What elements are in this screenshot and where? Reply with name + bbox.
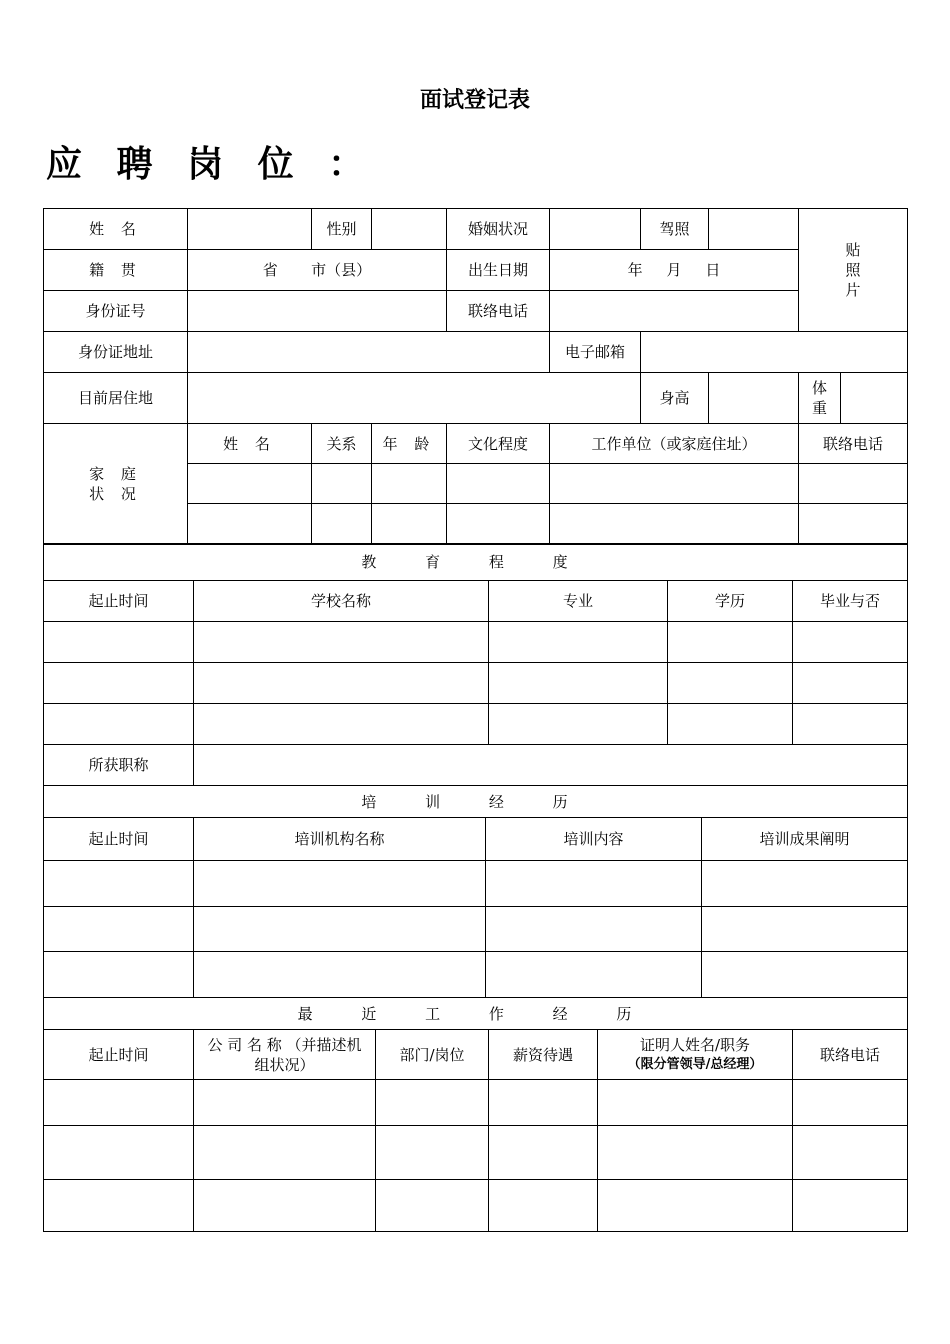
id-number-label: 身份证号 — [44, 291, 188, 332]
name-label: 姓 名 — [44, 209, 188, 250]
photo-char-1: 贴 — [845, 241, 861, 259]
training-section-title: 培 训 经 历 — [44, 786, 908, 818]
work-header-reference — [598, 1030, 793, 1080]
family-header-workplace: 工作单位（或家庭住址） — [550, 424, 799, 464]
family-cell[interactable] — [447, 464, 550, 504]
personal-info-table — [43, 208, 908, 545]
edu-cell[interactable] — [668, 663, 793, 704]
photo-area — [799, 209, 908, 332]
train-cell[interactable] — [702, 907, 908, 952]
origin-field[interactable]: 省 市（县） — [188, 250, 447, 291]
family-label-line-1: 家 庭 — [89, 465, 142, 483]
license-field[interactable] — [709, 209, 799, 250]
phone-label: 联络电话 — [447, 291, 550, 332]
family-header-education: 文化程度 — [447, 424, 550, 464]
edu-cell[interactable] — [44, 663, 194, 704]
family-cell[interactable] — [312, 504, 372, 545]
work-cell[interactable] — [793, 1180, 908, 1232]
family-cell[interactable] — [550, 504, 799, 545]
family-label-line-2: 状 况 — [89, 485, 142, 503]
training-row — [44, 907, 908, 952]
family-cell[interactable] — [188, 504, 312, 545]
height-field[interactable] — [709, 373, 799, 424]
work-section-title: 最 近 工 作 经 历 — [44, 998, 908, 1030]
work-cell[interactable] — [44, 1080, 194, 1126]
train-cell[interactable] — [194, 861, 486, 907]
birth-date-label: 出生日期 — [447, 250, 550, 291]
training-table — [43, 785, 908, 998]
edu-cell[interactable] — [668, 622, 793, 663]
work-header-company: 公 司 名 称 （并描述机组状况） — [194, 1030, 376, 1080]
work-cell[interactable] — [376, 1080, 489, 1126]
work-cell[interactable] — [194, 1126, 376, 1180]
work-header-period: 起止时间 — [44, 1030, 194, 1080]
gender-field[interactable] — [372, 209, 447, 250]
work-cell[interactable] — [376, 1180, 489, 1232]
edu-header-graduated: 毕业与否 — [793, 581, 908, 622]
applied-position-label: 应 聘 岗 位 ： — [46, 143, 376, 185]
education-row — [44, 622, 908, 663]
id-address-field[interactable] — [188, 332, 550, 373]
work-row — [44, 1126, 908, 1180]
train-header-content: 培训内容 — [486, 818, 702, 861]
marital-status-field[interactable] — [550, 209, 641, 250]
edu-cell[interactable] — [793, 622, 908, 663]
edu-header-school: 学校名称 — [194, 581, 489, 622]
work-cell[interactable] — [489, 1080, 598, 1126]
training-row — [44, 952, 908, 998]
work-cell[interactable] — [194, 1080, 376, 1126]
edu-cell[interactable] — [194, 704, 489, 745]
weight-char-2: 重 — [811, 399, 827, 417]
edu-header-degree: 学历 — [668, 581, 793, 622]
family-header-name: 姓 名 — [188, 424, 312, 464]
work-cell[interactable] — [793, 1126, 908, 1180]
train-cell[interactable] — [486, 907, 702, 952]
family-header-relation: 关系 — [312, 424, 372, 464]
photo-char-2: 照 — [845, 261, 861, 279]
id-address-label: 身份证地址 — [44, 332, 188, 373]
weight-label — [799, 373, 841, 424]
name-field[interactable] — [188, 209, 312, 250]
email-field[interactable] — [641, 332, 908, 373]
edu-header-period: 起止时间 — [44, 581, 194, 622]
train-cell[interactable] — [44, 952, 194, 998]
height-label: 身高 — [641, 373, 709, 424]
work-table — [43, 997, 908, 1232]
id-number-field[interactable] — [188, 291, 447, 332]
education-row — [44, 704, 908, 745]
family-cell[interactable] — [312, 464, 372, 504]
work-cell[interactable] — [598, 1080, 793, 1126]
photo-char-3: 片 — [845, 281, 861, 299]
work-cell[interactable] — [44, 1126, 194, 1180]
work-cell[interactable] — [489, 1180, 598, 1232]
professional-title-label: 所获职称 — [44, 745, 194, 786]
weight-field[interactable] — [841, 373, 908, 424]
page-title: 面试登记表 — [419, 88, 530, 113]
train-cell[interactable] — [702, 861, 908, 907]
edu-cell[interactable] — [194, 663, 489, 704]
family-cell[interactable] — [447, 504, 550, 545]
work-row — [44, 1180, 908, 1232]
edu-cell[interactable] — [489, 704, 668, 745]
train-cell[interactable] — [194, 907, 486, 952]
edu-cell[interactable] — [44, 704, 194, 745]
train-cell[interactable] — [194, 952, 486, 998]
work-cell[interactable] — [194, 1180, 376, 1232]
train-header-period: 起止时间 — [44, 818, 194, 861]
work-cell[interactable] — [598, 1180, 793, 1232]
work-cell[interactable] — [598, 1126, 793, 1180]
weight-char-1: 体 — [811, 379, 827, 397]
education-table — [43, 543, 908, 786]
train-cell[interactable] — [702, 952, 908, 998]
train-cell[interactable] — [486, 952, 702, 998]
train-cell[interactable] — [44, 907, 194, 952]
phone-field[interactable] — [550, 291, 799, 332]
edu-cell[interactable] — [489, 663, 668, 704]
work-header-salary: 薪资待遇 — [489, 1030, 598, 1080]
education-row — [44, 663, 908, 704]
edu-header-major: 专业 — [489, 581, 668, 622]
marital-status-label: 婚姻状况 — [447, 209, 550, 250]
family-cell[interactable] — [372, 504, 447, 545]
family-cell[interactable] — [372, 464, 447, 504]
residence-label: 目前居住地 — [44, 373, 188, 424]
origin-label: 籍 贯 — [44, 250, 188, 291]
work-row — [44, 1080, 908, 1126]
email-label: 电子邮箱 — [550, 332, 641, 373]
training-row — [44, 861, 908, 907]
residence-field[interactable] — [188, 373, 641, 424]
edu-cell[interactable] — [668, 704, 793, 745]
edu-cell[interactable] — [793, 663, 908, 704]
family-cell[interactable] — [799, 504, 908, 545]
education-section-title: 教 育 程 度 — [44, 544, 908, 581]
gender-label: 性别 — [312, 209, 372, 250]
family-cell[interactable] — [550, 464, 799, 504]
work-cell[interactable] — [44, 1180, 194, 1232]
edu-cell[interactable] — [44, 622, 194, 663]
professional-title-field[interactable] — [194, 745, 908, 786]
train-header-result: 培训成果阐明 — [702, 818, 908, 861]
train-cell[interactable] — [486, 861, 702, 907]
edu-cell[interactable] — [489, 622, 668, 663]
work-cell[interactable] — [793, 1080, 908, 1126]
family-cell[interactable] — [799, 464, 908, 504]
family-cell[interactable] — [188, 464, 312, 504]
edu-cell[interactable] — [194, 622, 489, 663]
family-header-age: 年 龄 — [372, 424, 447, 464]
train-header-institution: 培训机构名称 — [194, 818, 486, 861]
work-header-phone: 联络电话 — [793, 1030, 908, 1080]
family-header-phone: 联络电话 — [799, 424, 908, 464]
train-cell[interactable] — [44, 861, 194, 907]
work-cell[interactable] — [376, 1126, 489, 1180]
edu-cell[interactable] — [793, 704, 908, 745]
family-label — [44, 424, 188, 545]
work-header-department: 部门/岗位 — [376, 1030, 489, 1080]
work-header-reference-title: 证明人姓名/职务 — [639, 1035, 751, 1054]
birth-date-field[interactable]: 年 月 日 — [550, 250, 799, 291]
license-label: 驾照 — [641, 209, 709, 250]
work-cell[interactable] — [489, 1126, 598, 1180]
work-header-reference-note: （限分管领导/总经理） — [627, 1056, 763, 1072]
